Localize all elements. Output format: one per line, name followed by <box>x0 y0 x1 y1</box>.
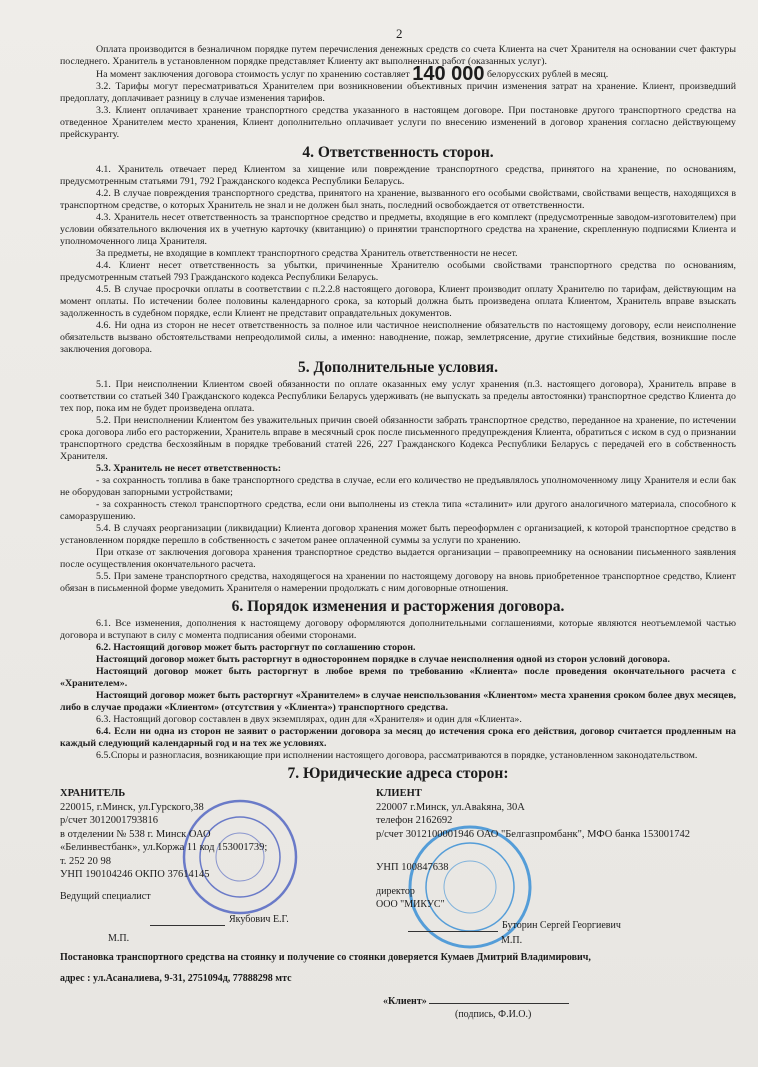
contract-paragraph: При отказе от заключения договора хранения транспортное средство выдается организации – правопреемнику на основании письменного заявления после осуществления окончательного расчета. <box>60 547 736 570</box>
keeper-seal-place: М.П. <box>108 932 130 944</box>
contract-paragraph: 6.4. Если ни одна из сторон не заявит о расторжении договора за месяц до истечения срока его действия, договор считается продленным на каждый следующий календарный год и на тех же условиях. <box>60 726 736 749</box>
page-number: 2 <box>396 26 403 41</box>
client-sign-line <box>429 993 569 1004</box>
trust-statement: Постановка транспортного средства на стоянку и получение со стоянки доверяется Кумаев Дмитрий Владимирович, <box>60 951 591 963</box>
contract-paragraph: 5.4. В случаях реорганизации (ликвидации) Клиента договор хранения может быть переоформлен с организацией, к которой транспортное средство в установленном порядке перешло в собственность с зачетом ранее оплаченной суммы за услуги по хранению. <box>60 523 736 546</box>
keeper-position: Ведущий специалист <box>60 890 151 902</box>
keeper-signature-line <box>150 915 225 926</box>
contract-paragraph: Настоящий договор может быть расторгнут «Хранителем» в случае неиспользования «Клиентом» места хранения сроком более двух месяцев, либо в случае продажи «Клиентом» (отсутствия у «Клиента») транспортного средства. <box>60 690 736 713</box>
section-heading: 4. Ответственность сторон. <box>302 144 494 161</box>
contract-paragraph: 4.1. Хранитель отвечает перед Клиентом за хищение или повреждение транспортного средства, принятого на хранение, по основаниям, предусмотренным статьями 791, 792 Гражданского кодекса Республики Беларусь. <box>60 164 736 187</box>
keeper-line: р/счет 3012001793816 <box>60 815 159 826</box>
signatures-section <box>60 787 736 1021</box>
contract-paragraph: 4.4. Клиент несет ответственность за убытки, причиненные Хранителю особыми свойствами транспортного средства по основаниям, предусмотренным статьей 793 Гражданского кодекса Республики Беларусь. <box>60 260 736 283</box>
price-currency: белорусских рублей в месяц. <box>484 69 609 80</box>
contract-paragraph: 4.3. Хранитель несет ответственность за транспортное средство и предметы, входящие в его комплект (предусмотренные заводом-изготовителем) при условии обязательного включения их в учетную карточку (квитанцию) о принятии транспортного средства на хранение, скрепленную подписями Клиента и уполномоченного лица Хранителя. <box>60 212 736 247</box>
contract-paragraph: - за сохранность топлива в баке транспортного средства в случае, если его количество не предъявлялось уполномоченному лицу Хранителя и если бак не оборудован запорными устройствами; <box>60 475 736 498</box>
client-signature-line <box>408 921 498 932</box>
keeper-line: УНП 190104246 ОКПО 37614145 <box>60 869 210 880</box>
paragraph-text: На момент заключения договора стоимость услуг по хранению составляет <box>96 69 410 80</box>
keeper-line: «Белинвестбанк», ул.Коржа 11 код 153001739; <box>60 842 268 853</box>
client-unp: УНП 100847638 <box>376 862 449 873</box>
keeper-line: 220015, г.Минск, ул.Гурского,38 <box>60 801 204 813</box>
contract-paragraph: 5.3. Хранитель не несет ответственность: <box>96 463 281 474</box>
contract-paragraph: Настоящий договор может быть расторгнут в одностороннем порядке в случае неисполнения одной из сторон условий договора. <box>96 654 670 665</box>
keeper-line: т. 252 20 98 <box>60 855 112 867</box>
client-label: «Клиент» <box>383 995 427 1007</box>
trustee-address: адрес : ул.Асаналиева, 9-31, 2751094д, 77888298 мтс <box>60 972 292 984</box>
client-heading: КЛИЕНТ <box>376 788 422 799</box>
contract-paragraph: Настоящий договор может быть расторгнут в любое время по требованию «Клиента» после проведения окончательного расчета с «Хранителем». <box>60 666 736 689</box>
client-line: р/счет 3012100001946 ОАО "Белгазпромбанк", МФО банка 153001742 <box>376 828 691 840</box>
contract-paragraph: 4.2. В случае повреждения транспортного средства, принятого на хранение, вызванного его особыми свойствами, свойствами веществ, находящихся в транспортном средстве, о которых Хранитель не знал и не должен был знать, последний освобождается от ответственности. <box>60 188 736 211</box>
client-org: ООО "МИКУС" <box>376 898 445 910</box>
client-signer: Буторин Сергей Георгиевич <box>502 919 621 931</box>
contract-paragraph: 5.1. При неисполнении Клиентом своей обязанности по оплате оказанных ему услуг хранения (п.3. настоящего договора), Хранитель вправе в соответствии со статьей 340 Гражданского кодекса Республики Беларусь удерживать (не выпускать за пределы автостоянки) транспортное средство Клиента до тех пор, пока им не будет произведена оплата. <box>60 379 736 414</box>
client-seal-place: М.П. <box>501 934 523 946</box>
keeper-heading: ХРАНИТЕЛЬ <box>60 788 126 799</box>
contract-paragraph: 6.1. Все изменения, дополнения к настоящему договору оформляются дополнительными соглашениями, которые являются неотъемлемой частью договора и вступают в силу с момента подписания обеими сторонами. <box>60 618 736 641</box>
keeper-line: в отделении № 538 г. Минск ОАО <box>60 828 211 840</box>
section-heading: 6. Порядок изменения и расторжения договора. <box>231 598 565 615</box>
client-line: 220007 г.Минск, ул.Аваkяна, 30А <box>376 801 525 813</box>
contract-paragraph: 4.6. Ни одна из сторон не несет ответственность за полное или частичное неисполнение обязательств по настоящему договору, если неисполнение обязательств вызвано обстоятельствами непреодолимой силы, а именно: наводнение, пожар, землетрясение, другие стихийные бедствия, возникшие после заключения договора. <box>60 320 736 355</box>
contract-paragraph: 6.2. Настоящий договор может быть расторгнут по соглашению сторон. <box>96 642 416 653</box>
contract-paragraph: - за сохранность стекол транспортного средства, если они выполнены из стекла типа «сталинит» или другого аналогичного материала, способного к саморазрушению. <box>60 499 736 522</box>
page-content <box>60 44 736 1021</box>
storage-price: 140 000 <box>412 63 485 85</box>
keeper-signer: Якубович Е.Г. <box>229 913 289 925</box>
contract-body <box>60 44 736 783</box>
client-position: директор <box>376 885 415 897</box>
section-heading: 5. Дополнительные условия. <box>298 359 498 376</box>
client-details <box>376 787 736 947</box>
contract-paragraph: За предметы, не входящие в комплект транспортного средства Хранитель ответственности не несет. <box>96 248 518 259</box>
contract-paragraph: 6.3. Настоящий договор составлен в двух экземплярах, один для «Хранителя» и один для «Клиента». <box>96 714 522 725</box>
contract-paragraph: Оплата производится в безналичном порядке путем перечисления денежных средств со счета Клиента на счет Хранителя на основании счет фактуры последнего. Хранитель в установленном порядке представляет Клиенту акт выполненных работ (оказанных услуг). <box>60 44 736 67</box>
contract-paragraph: 5.2. При неисполнении Клиентом без уважительных причин своей обязанности забрать транспортное средство, переданное на хранение, по истечении срока договора либо его расторжении, Хранитель вправе в месячный срок после письменного предупреждения Клиента, обратиться с иском в суд о признании транспортного средства бесхозяйным в порядке требований статей 226, 227 Гражданского Кодекса Республики Беларусь с передачей его в собственность Хранителя. <box>60 415 736 462</box>
keeper-details <box>60 787 370 947</box>
contract-paragraph: 6.5.Споры и разногласия, возникающие при исполнении настоящего договора, рассматриваются в порядке, установленном законодательством. <box>96 750 698 761</box>
contract-paragraph: 3.2. Тарифы могут пересматриваться Хранителем при возникновении объективных причин изменения затрат на хранение. Клиент, произведший предоплату, доплачивает разницу в случае изменения тарифов. <box>60 81 736 104</box>
client-line: телефон 2162692 <box>376 815 453 826</box>
contract-paragraph: 4.5. В случае просрочки оплаты в соответствии с п.2.2.8 настоящего договора, Клиент производит оплату Хранителю по тарифам, действующим на момент оплаты. По истечении более половины календарного срока, за который должна быть произведена оплата Клиентом, Хранитель вправе взыскать задолженность в судебном порядке, если Клиент не представит оправдательных документов. <box>60 284 736 319</box>
contract-paragraph: 5.5. При замене транспортного средства, находящегося на хранении по настоящему договору на вновь приобретенное транспортное средство, Клиент обязан в письменной форме уведомить Хранителя о намерении продолжать с ним договорные отношения. <box>60 571 736 594</box>
contract-paragraph: 3.3. Клиент оплачивает хранение транспортного средства указанного в настоящем договоре. При постановке другого транспортного средства на отведенное Хранителем место хранения, Клиент дополнительно оплачивает услуги по внесению изменений в договор хранения согласно действующему прейскуранту. <box>60 105 736 140</box>
sign-caption: (подпись, Ф.И.О.) <box>455 1008 532 1020</box>
contract-paragraph <box>60 63 736 85</box>
section-heading: 7. Юридические адреса сторон: <box>287 765 509 782</box>
